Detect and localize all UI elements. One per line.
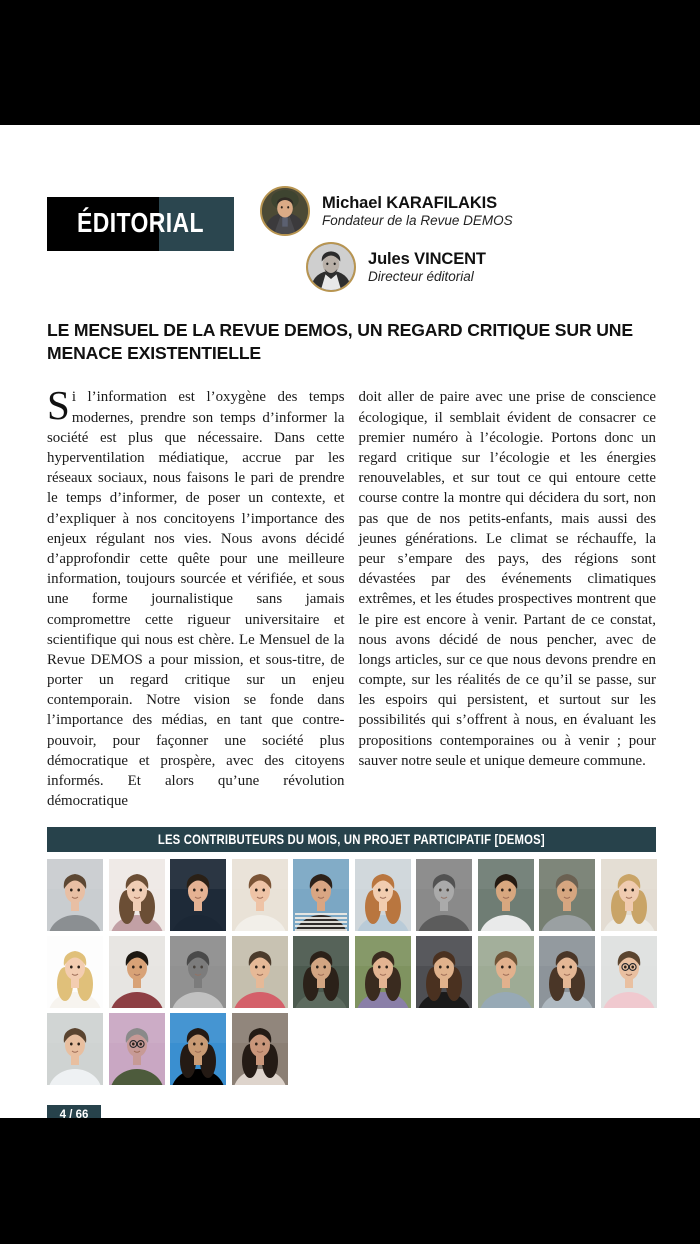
letterbox-bar-bottom [0,1118,700,1244]
contributor-photo[interactable] [232,1013,288,1085]
body-column-left [47,382,345,811]
article-body [47,382,656,811]
avatar-michael-karafilakis [260,186,310,236]
contributors-banner [47,827,656,852]
portrait-illustration [109,1013,165,1085]
portrait-illustration [232,859,288,931]
contributor-photo[interactable] [355,936,411,1008]
page-number-label: 4 / 66 [59,1109,89,1118]
contributor-photo[interactable] [293,859,349,931]
author-list [260,185,656,293]
contributor-photo[interactable] [478,936,534,1008]
contributor-photo[interactable] [109,1013,165,1085]
portrait-illustration [170,1013,226,1085]
portrait-illustration [539,936,595,1008]
contributor-photo[interactable] [170,1013,226,1085]
article-headline: LE MENSUEL DE LA REVUE DEMOS, UN REGARD CRITIQUE SUR UNE MENACE EXISTENTIELLE [47,320,633,364]
portrait-illustration [170,859,226,931]
page-number-badge [47,1105,101,1118]
author-entry-michael [260,185,656,237]
portrait-illustration [355,859,411,931]
contributor-photo[interactable] [109,936,165,1008]
contributors-photo-grid [47,859,656,1085]
portrait-illustration [47,859,103,931]
contributor-photo[interactable] [416,936,472,1008]
portrait-illustration [293,936,349,1008]
portrait-illustration [601,936,657,1008]
drop-cap: S [47,382,70,429]
contributor-photo[interactable] [601,936,657,1008]
masthead [47,125,656,305]
portrait-illustration [355,936,411,1008]
contributor-photo[interactable] [232,936,288,1008]
author-text-michael [322,194,513,229]
author-name: Michael KARAFILAKIS [322,193,498,212]
contributor-photo[interactable] [47,859,103,931]
author-entry-jules [306,241,656,293]
body-column-right [359,387,657,811]
contributor-photo[interactable] [47,936,103,1008]
contributor-photo[interactable] [539,859,595,931]
contributors-banner-title: LES CONTRIBUTEURS DU MOIS, UN PROJET PARTICIPATIF [DEMOS] [158,832,545,848]
author-name: Jules VINCENT [368,249,486,268]
portrait-illustration [109,859,165,931]
author-text-jules [368,250,486,285]
body-text-left: i l’information est l’oxygène des temps modernes, prendre son temps d’informer la société est plus que nécessaire. Dans cette hyperventilation médiatique, accrue par les réseaux sociaux, nous faisons le pari de prendre le temps d’informer, de poser un contexte, et d’expliquer à nos concitoyens l’importance des enjeux régulant nos vies. Nous avons décidé d’approfondir cette quête pour une meilleure information, toujours sourcée et vérifiée, et sous une forme journalistique sans jamais compromettre cette rigueur universitaire et scientifique qui nous est chère. Le Mensuel de la Revue DEMOS a pour mission, et sous-titre, de porter un regard critique sur un enjeu contemporain. Notre vision se fonde dans l’importance des médias, en tant que contre-pouvoir, pour façonner une société plus démocratique et prospère, avec des citoyens informés. Et alors qu’une révolution démocratique [47,389,345,810]
contributor-photo[interactable] [539,936,595,1008]
portrait-illustration [539,859,595,931]
portrait-illustration [47,1013,103,1085]
author-role: Directeur éditorial [368,269,474,285]
section-badge-editorial [47,197,234,251]
contributor-photo[interactable] [170,936,226,1008]
portrait-illustration [232,936,288,1008]
avatar-jules-vincent [306,242,356,292]
contributor-photo[interactable] [232,859,288,931]
portrait-illustration [109,936,165,1008]
author-role: Fondateur de la Revue DEMOS [322,213,513,229]
portrait-illustration [478,859,534,931]
contributor-photo[interactable] [601,859,657,931]
portrait-illustration [232,1013,288,1085]
section-badge-label: ÉDITORIAL [76,207,204,238]
contributor-photo[interactable] [170,859,226,931]
portrait-illustration [478,936,534,1008]
contributor-photo[interactable] [478,859,534,931]
portrait-illustration [262,188,308,234]
portrait-illustration [416,859,472,931]
contributor-photo[interactable] [47,1013,103,1085]
contributor-photo[interactable] [355,859,411,931]
portrait-illustration [308,244,354,290]
portrait-illustration [416,936,472,1008]
body-text-right: doit aller de paire avec une prise de conscience écologique, il semblait évident de consacrer ce premier numéro à l’écologie. Portons donc un regard critique sur l’écologie et les énergies renouvelables, et sur tout ce qui entoure cette course contre la montre qui décidera du sort, non pas que de nos petits-enfants, mais aussi des jeunes générations. Le climat se réchauffe, la peur s’empare des pays, des régions sont dévastées par des événements climatiques extrêmes, et les études prospectives montrent que le pire est encore à venir. Partant de ce constat, nous avons décidé de nous pencher, avec de longs articles, sur ce que nous devons prendre en compte, sur les réalités de ce qu’il se passe, sur les espoirs qui persistent, et surtout sur les possibilités qui s’offrent à nous, en évaluant les propositions contemporaines ou à venir ; pour sauver notre seule et unique demeure commune. [358,389,656,769]
document-page [0,125,700,1118]
letterbox-bar-top [0,0,700,125]
portrait-illustration [601,859,657,931]
contributor-photo[interactable] [416,859,472,931]
portrait-illustration [170,936,226,1008]
contributor-photo[interactable] [109,859,165,931]
portrait-illustration [47,936,103,1008]
portrait-illustration [293,859,349,931]
contributor-photo[interactable] [293,936,349,1008]
